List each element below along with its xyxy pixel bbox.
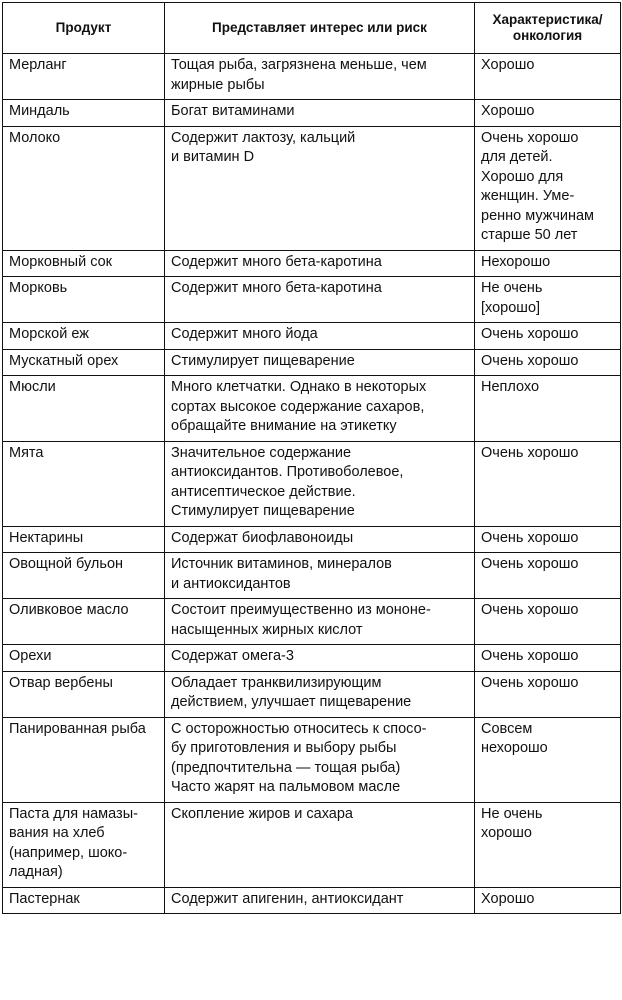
product-cell: Овощной бульон [3,553,165,599]
interest-risk-cell: Обладает транквилизирующим действием, улучшает пищеварение [165,671,475,717]
product-cell: Мята [3,441,165,526]
table-row [3,126,621,250]
rating-cell: Не очень хорошо [475,802,621,887]
product-cell: Мускатный орех [3,349,165,376]
product-cell: Орехи [3,645,165,672]
product-cell: Морковь [3,277,165,323]
table-row [3,526,621,553]
rating-cell: Очень хорошо [475,599,621,645]
interest-risk-cell: Стимулирует пищеварение [165,349,475,376]
rating-cell: Нехорошо [475,250,621,277]
product-cell: Отвар вербены [3,671,165,717]
rating-cell: Очень хорошо [475,645,621,672]
product-cell: Морковный сок [3,250,165,277]
interest-risk-cell: Содержит много йода [165,323,475,350]
product-cell: Молоко [3,126,165,250]
table-header-row [3,3,621,54]
rating-cell: Очень хорошо [475,323,621,350]
product-cell: Паста для намазы- вания на хлеб (например, шоко- ладная) [3,802,165,887]
rating-cell: Очень хорошо [475,349,621,376]
interest-risk-cell: Много клетчатки. Однако в некоторых сортах высокое содержание сахаров, обращайте внимание на этикетку [165,376,475,442]
interest-risk-cell: Значительное содержание антиоксидантов. Противоболевое, антисептическое действие. Стимулирует пищеварение [165,441,475,526]
product-cell: Мерланг [3,54,165,100]
food-table [2,2,621,914]
interest-risk-cell: Состоит преимущественно из мононе- насыщенных жирных кислот [165,599,475,645]
table-row [3,717,621,802]
rating-cell: Очень хорошо [475,526,621,553]
product-cell: Панированная рыба [3,717,165,802]
rating-cell: Очень хорошо [475,671,621,717]
interest-risk-cell: Содержат омега-3 [165,645,475,672]
rating-cell: Очень хорошо [475,553,621,599]
product-cell: Нектарины [3,526,165,553]
rating-cell: Очень хорошо [475,441,621,526]
interest-risk-cell: Богат витаминами [165,100,475,127]
table-row [3,376,621,442]
interest-risk-cell: Содержит апигенин, антиоксидант [165,887,475,914]
interest-risk-cell: С осторожностью относитесь к спосо- бу приготовления и выбору рыбы (предпочтительна — тощая рыба) Часто жарят на пальмовом масле [165,717,475,802]
table-row [3,887,621,914]
interest-risk-cell: Содержит много бета-каротина [165,277,475,323]
table-row [3,54,621,100]
rating-cell: Хорошо [475,54,621,100]
table-row [3,645,621,672]
product-cell: Миндаль [3,100,165,127]
interest-risk-cell: Содержит лактозу, кальций и витамин D [165,126,475,250]
rating-cell: Хорошо [475,887,621,914]
column-header-interest-or-risk: Представляет интерес или риск [165,3,475,54]
product-cell: Морской еж [3,323,165,350]
interest-risk-cell: Источник витаминов, минералов и антиоксидантов [165,553,475,599]
product-cell: Мюсли [3,376,165,442]
table-body [3,54,621,914]
interest-risk-cell: Тощая рыба, загрязнена меньше, чем жирные рыбы [165,54,475,100]
rating-cell: Неплохо [475,376,621,442]
column-header-product: Продукт [3,3,165,54]
product-cell: Оливковое масло [3,599,165,645]
table-row [3,599,621,645]
table-row [3,441,621,526]
table-row [3,349,621,376]
table-row [3,671,621,717]
table-row [3,100,621,127]
rating-cell: Совсем нехорошо [475,717,621,802]
table-row [3,553,621,599]
table-row [3,250,621,277]
table-row [3,802,621,887]
product-cell: Пастернак [3,887,165,914]
column-header-oncology-rating: Характеристика/ онкология [475,3,621,54]
table-row [3,323,621,350]
interest-risk-cell: Содержит много бета-каротина [165,250,475,277]
table-row [3,277,621,323]
rating-cell: Хорошо [475,100,621,127]
rating-cell: Очень хорошо для детей. Хорошо для женщин. Уме- ренно мужчинам старше 50 лет [475,126,621,250]
rating-cell: Не очень [хорошо] [475,277,621,323]
interest-risk-cell: Скопление жиров и сахара [165,802,475,887]
interest-risk-cell: Содержат биофлавоноиды [165,526,475,553]
